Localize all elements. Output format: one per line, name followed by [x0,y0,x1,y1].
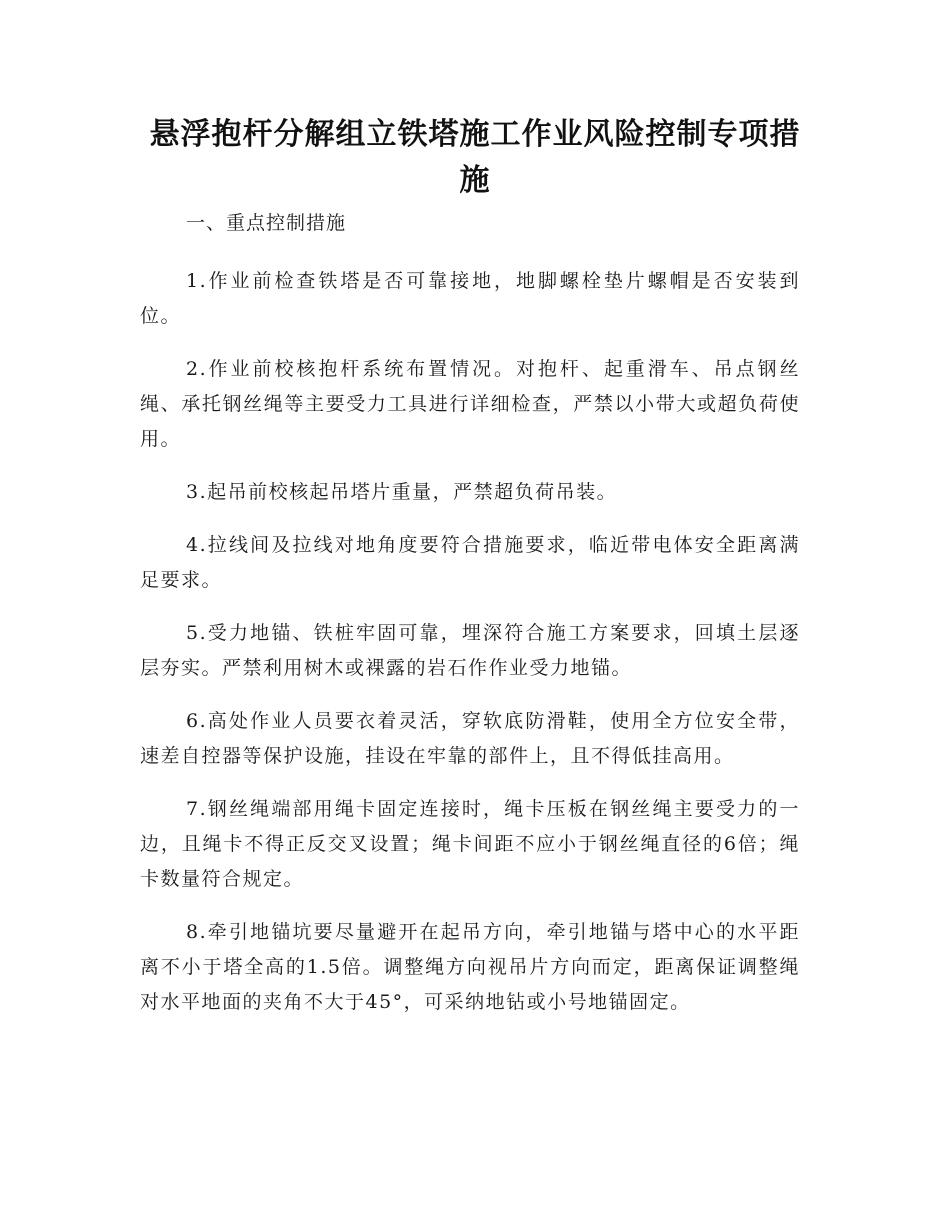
paragraph-item-6: 6.高处作业人员要衣着灵活，穿软底防滑鞋，使用全方位安全带，速差自控器等保护设施，挂设在牢靠的部件上，且不得低挂高用。 [140,710,800,767]
paragraph-item-1: 1.作业前检查铁塔是否可靠接地，地脚螺栓垫片螺帽是否安装到位。 [140,270,800,327]
paragraph-item-8: 8.牵引地锚坑要尽量避开在起吊方向，牵引地锚与塔中心的水平距离不小于塔全高的1.5倍。调整绳方向视吊片方向而定，距离保证调整绳对水平地面的夹角不大于45°，可采纳地钻或小号地锚固定。 [140,921,800,1013]
paragraph-item-2: 2.作业前校核抱杆系统布置情况。对抱杆、起重滑车、吊点钢丝绳、承托钢丝绳等主要受力工具进行详细检查，严禁以小带大或超负荷使用。 [140,358,800,450]
paragraph-item-3: 3.起吊前校核起吊塔片重量，严禁超负荷吊装。 [186,481,618,503]
paragraph-item-4: 4.拉线间及拉线对地角度要符合措施要求，临近带电体安全距离满足要求。 [140,534,800,591]
paragraph-item-7: 7.钢丝绳端部用绳卡固定连接时，绳卡压板在钢丝绳主要受力的一边，且绳卡不得正反交叉设置；绳卡间距不应小于钢丝绳直径的6倍；绳卡数量符合规定。 [140,798,800,890]
document-title: 悬浮抱杆分解组立铁塔施工作业风险控制专项措施 [149,117,801,198]
section-heading: 一、重点控制措施 [186,212,347,234]
document-body [140,206,800,1038]
paragraph-item-5: 5.受力地锚、铁桩牢固可靠，埋深符合施工方案要求，回填土层逐层夯实。严禁利用树木或裸露的岩石作作业受力地锚。 [140,622,800,679]
